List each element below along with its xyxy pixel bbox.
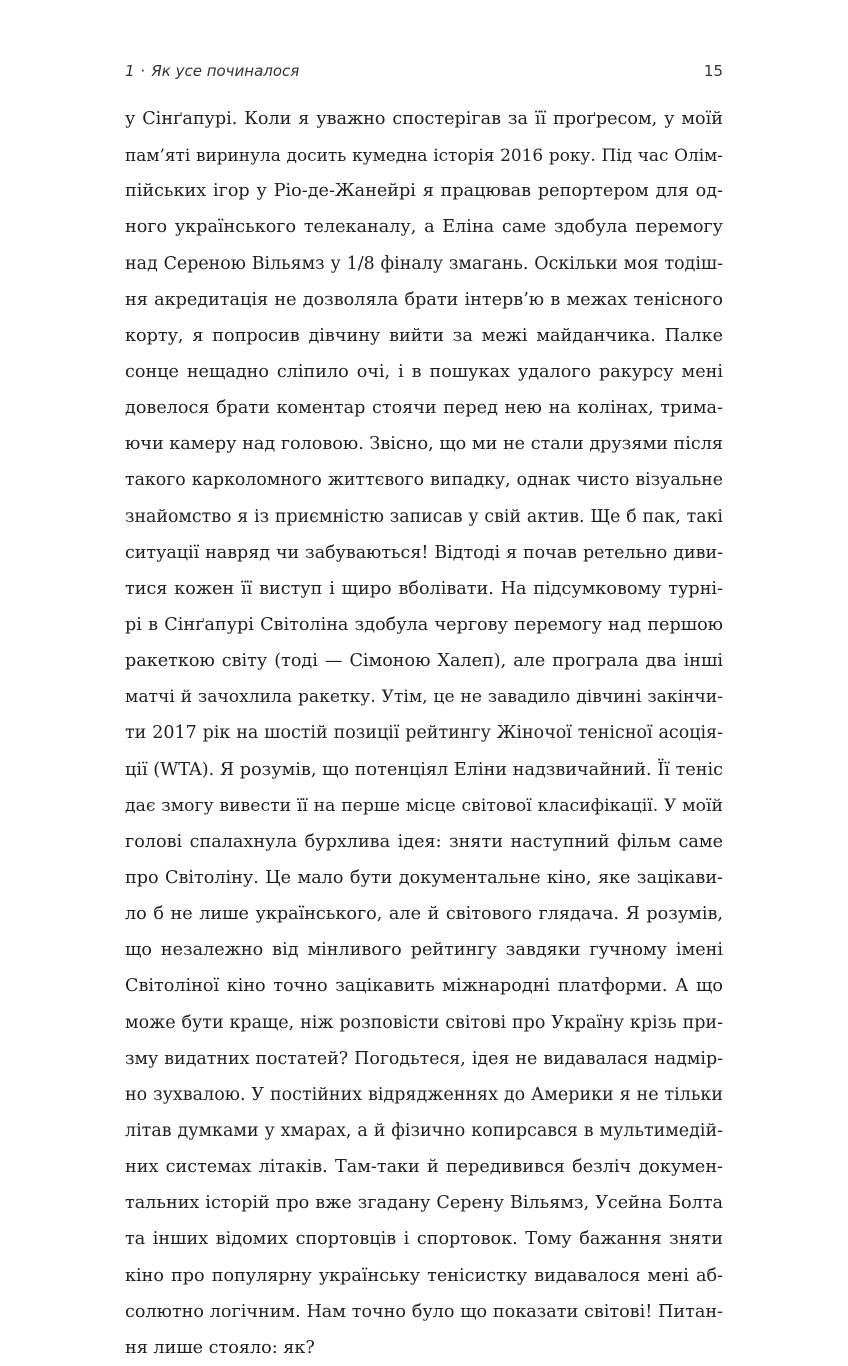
chapter-number: 1 [125,62,135,80]
text-line: у Сінґапурі. Коли я уважно спостерігав за її проґресом, у моїй [125,109,723,129]
text-line: знайомство я із приємністю записав у свій актив. Ще б пак, такі [125,506,723,527]
text-line: такого карколомного життєвого випадку, однак чисто візуальне [125,470,723,491]
text-line: тися кожен її виступ і щиро вболівати. На підсумковому турні- [125,578,723,599]
body-text [125,101,723,1366]
text-line: про Світоліну. Це мало бути документальне кіно, яке зацікави- [125,867,723,888]
text-line: довелося брати коментар стоячи перед нею на колінах, трима- [125,398,723,419]
separator-dot: · [140,62,146,80]
text-line: тальних історій про вже згадану Серену Вільямз, Усейна Болта [125,1193,723,1214]
text-line: ючи камеру над головою. Звісно, що ми не стали друзями після [125,434,723,455]
chapter-title: Як усе починалося [151,62,300,80]
text-line: кіно про популярну українську тенісистку видавалося мені аб- [125,1265,723,1286]
text-line: ло б не лише українського, але й світового глядача. Я розумів, [125,904,723,925]
text-line: може бути краще, ніж розповісти світові про Україну крізь при- [125,1012,723,1033]
text-line: ції (WTA). Я розумів, що потенціял Еліни надзвичайний. Її теніс [125,759,723,780]
text-line-last: ня лише стояло: як? [125,1337,315,1358]
text-line: матчі й зачохлила ракетку. Утім, це не завадило дівчині закінчи- [125,687,723,708]
text-line: сонце нещадно сліпило очі, і в пошуках удалого ракурсу мені [125,361,723,382]
text-line: рі в Сінґапурі Світоліна здобула чергову перемогу над першою [125,614,723,635]
text-line: що незалежно від мінливого рейтингу завдяки гучному імені [125,940,723,961]
text-line: них системах літаків. Там-таки й передивився безліч докумен- [125,1157,723,1178]
text-line: корту, я попросив дівчину вийти за межі майданчика. Палке [125,325,723,346]
text-line: голові спалахнула бурхлива ідея: зняти наступний фільм саме [125,831,723,852]
text-line: солютно логічним. Нам точно було що показати світові! Питан- [125,1301,723,1322]
text-line: ситуації навряд чи забуваються! Відтоді я почав ретельно диви- [125,542,723,563]
page-number: 15 [703,62,723,80]
text-line: зму видатних постатей? Погодьтеся, ідея не видавалася надмір- [125,1048,723,1069]
running-head [125,62,299,80]
text-line: но зухвалою. У постійних відрядженнях до Америки я не тільки [125,1084,723,1105]
text-line: ного українського телеканалу, а Еліна саме здобула перемогу [125,217,723,238]
text-line: пам’яті виринула досить кумедна історія 2016 року. Під час Олім- [125,145,723,166]
text-line: ня акредитація не дозволяла брати інтерв’ю в межах тенісного [125,289,723,310]
text-line: ти 2017 рік на шостій позиції рейтингу Жіночої тенісної асоція- [125,723,723,744]
text-line: над Сереною Вільямз у 1/8 фіналу змагань. Оскільки моя тодіш- [125,253,723,274]
text-line: ракеткою світу (тоді — Сімоною Халеп), але програла два інші [125,651,723,672]
text-line: пійських ігор у Ріо-де-Жанейрі я працював репортером для од- [125,181,723,202]
text-line: літав думками у хмарах, а й фізично копирсався в мультимедій- [125,1120,723,1141]
text-line: дає змогу вивести її на перше місце світової класифікації. У моїй [125,795,723,816]
text-line: та інших відомих спортовців і спортовок. Тому бажання зняти [125,1229,723,1250]
text-line: Світоліної кіно точно зацікавить міжнародні платформи. А що [125,976,723,997]
